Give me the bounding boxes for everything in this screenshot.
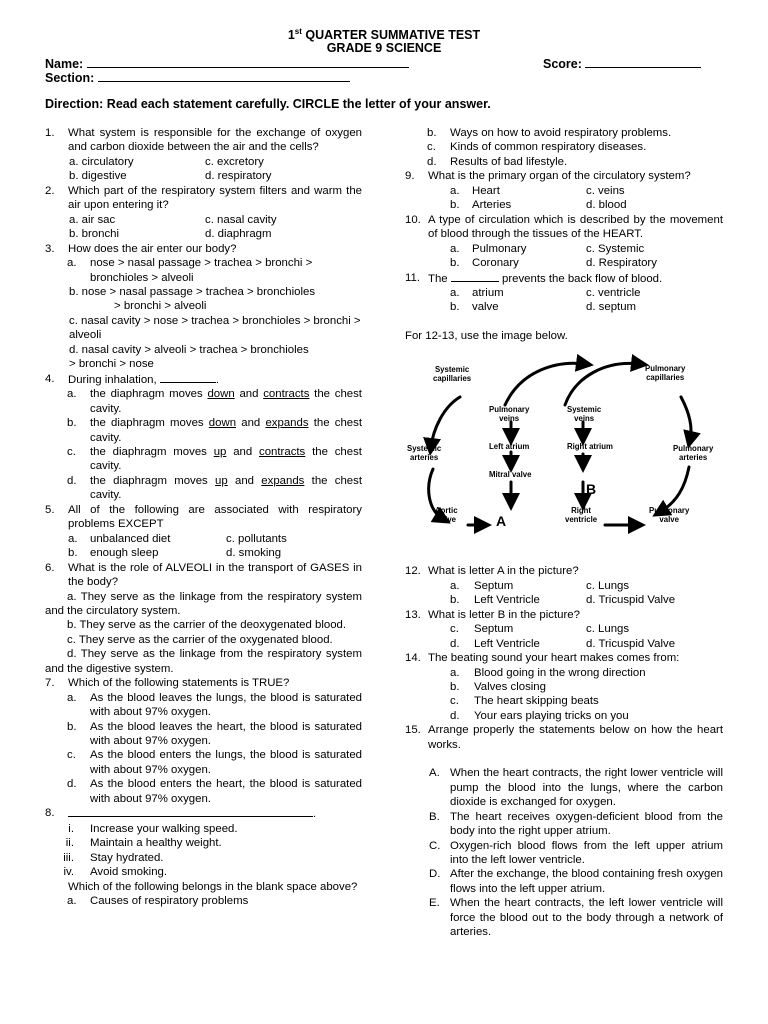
q9-options-row2: b. Arteries d. blood bbox=[450, 199, 627, 212]
q14-option-c[interactable]: c. The heart skipping beats bbox=[450, 695, 599, 708]
circulation-diagram bbox=[405, 352, 723, 552]
q8-option-c[interactable]: c. Kinds of common respiratory diseases. bbox=[427, 141, 647, 154]
left-column bbox=[45, 126, 362, 908]
label-b: B bbox=[586, 481, 597, 498]
q1-options-row1: a. circulatory c. excretory bbox=[69, 155, 264, 168]
q11-blank bbox=[451, 271, 499, 282]
q7-option-d[interactable]: d. As the blood enters the heart, the blood is saturated with about 97% oxygen. bbox=[67, 778, 362, 805]
question-11: 11. The prevents the back flow of blood. bbox=[405, 271, 663, 285]
q8-item-2: ii. Maintain a healthy weight. bbox=[65, 837, 222, 850]
question-12: 12. What is letter A in the picture? bbox=[405, 565, 579, 578]
q4-option-a[interactable]: a. the diaphragm moves down and contracts the chest cavity. bbox=[67, 388, 362, 415]
label-right-ventricle: Right ventricle bbox=[565, 506, 598, 525]
q14-option-d[interactable]: d. Your ears playing tricks on you bbox=[450, 709, 629, 722]
q9-options-row1: a. Heart c. veins bbox=[450, 184, 625, 197]
q4-blank bbox=[160, 372, 216, 383]
label-systemic-capillaries: Systemic capillaries bbox=[433, 365, 472, 384]
q1-options-row2: b. digestive d. respiratory bbox=[69, 170, 272, 183]
q15-item-d: D. After the exchange, the blood containing fresh oxygen flows into the left upper atrium. bbox=[429, 868, 723, 895]
test-subtitle: GRADE 9 SCIENCE bbox=[326, 41, 442, 55]
q10-options-row2: b. Coronary d. Respiratory bbox=[450, 257, 657, 270]
q8-option-d[interactable]: d. Results of bad lifestyle. bbox=[427, 155, 568, 168]
label-aortic-valve: Aortic valve bbox=[435, 506, 458, 525]
label-left-atrium: Left atrium bbox=[489, 442, 530, 452]
question-5: 5. All of the following are associated with respiratory problems EXCEPT bbox=[45, 503, 362, 531]
question-8: 8. . bbox=[45, 807, 317, 821]
q14-option-a[interactable]: a. Blood going in the wrong direction bbox=[450, 666, 646, 679]
question-2: 2. Which part of the respiratory system filters and warm the air upon entering it? bbox=[45, 184, 362, 212]
section-field: Section: bbox=[45, 70, 350, 85]
question-1: 1. What system is responsible for the exchange of oxygen and carbon dioxide between the air and the cells? bbox=[45, 127, 362, 154]
label-pulmonary-arteries: Pulmonary arteries bbox=[673, 444, 714, 463]
q4-option-c[interactable]: c. the diaphragm moves up and contracts the chest cavity. bbox=[67, 445, 362, 473]
q2-options-row2: b. bronchi d. diaphragm bbox=[69, 228, 272, 241]
q3-option-c[interactable]: c. nasal cavity > nose > trachea > bronchioles > bronchi > alveoli bbox=[69, 314, 361, 342]
q8-option-b[interactable]: b. Ways on how to avoid respiratory problems. bbox=[427, 127, 672, 139]
label-pulmonary-capillaries: Pulmonary capillaries bbox=[645, 364, 686, 383]
label-systemic-veins: Systemic veins bbox=[567, 405, 602, 424]
q14-option-b[interactable]: b. Valves closing bbox=[450, 680, 546, 693]
question-13: 13. What is letter B in the picture? bbox=[405, 608, 580, 621]
label-a: A bbox=[496, 513, 507, 530]
q15-item-c: C. Oxygen-rich blood flows from the left upper atrium into the left lower ventricle. bbox=[429, 839, 723, 866]
q3-option-d[interactable]: d. nasal cavity > alveoli > trachea > bronchioles > bronchi > nose bbox=[69, 343, 309, 371]
directions: Direction: Read each statement carefully. CIRCLE the letter of your answer. bbox=[45, 97, 491, 111]
q8-blank bbox=[68, 806, 313, 817]
q13-options-row2: d. Left Ventricle d. Tricuspid Valve bbox=[450, 637, 676, 650]
label-systemic-arteries: Systemic arteries bbox=[407, 444, 442, 463]
q4-option-b[interactable]: b. the diaphragm moves down and expands the chest cavity. bbox=[67, 417, 362, 444]
label-pulmonary-veins: Pulmonary veins bbox=[489, 405, 530, 424]
q6-option-a[interactable]: a. They serve as the linkage from the respiratory system and the circulatory system. bbox=[45, 590, 362, 617]
question-6: 6. What is the role of ALVEOLI in the transport of GASES in the body? bbox=[45, 561, 362, 589]
q5-options-row1: a. unbalanced diet c. pollutants bbox=[68, 532, 287, 545]
question-15: 15. Arrange properly the statements below on how the heart works. bbox=[405, 724, 723, 751]
q12-options-row1: a. Septum c. Lungs bbox=[450, 579, 630, 592]
score-field: Score: bbox=[543, 56, 701, 71]
test-title: 1st QUARTER SUMMATIVE TEST bbox=[287, 27, 481, 43]
question-4: 4. During inhalation, . bbox=[45, 372, 219, 386]
q8-item-1: i. Increase your walking speed. bbox=[68, 822, 238, 835]
image-note: For 12-13, use the image below. bbox=[405, 329, 568, 342]
q8-option-a[interactable]: a. Causes of respiratory problems bbox=[67, 895, 249, 908]
q6-option-c[interactable]: c. They serve as the carrier of the oxygenated blood. bbox=[67, 633, 333, 646]
q11-options-row2: b. valve d. septum bbox=[450, 301, 637, 314]
q7-option-c[interactable]: c. As the blood enters the lungs, the blood is saturated with about 97% oxygen. bbox=[67, 749, 362, 776]
label-pulmonary-valve: Pulmonary valve bbox=[649, 506, 690, 525]
q10-options-row1: a. Pulmonary c. Systemic bbox=[450, 242, 645, 255]
q8-item-4: iv. Avoid smoking. bbox=[63, 866, 168, 879]
label-right-atrium: Right atrium bbox=[567, 442, 613, 452]
q8-question: Which of the following belongs in the blank space above? bbox=[68, 880, 358, 893]
q13-options-row1: c. Septum c. Lungs bbox=[450, 623, 630, 636]
q3-option-b[interactable]: b. nose > nasal passage > trachea > bronchioles > bronchi > alveoli bbox=[69, 285, 316, 313]
question-10: 10. A type of circulation which is described by the movement of blood through the tissues of the HEART. bbox=[405, 213, 723, 241]
q11-options-row1: a. atrium c. ventricle bbox=[450, 286, 641, 299]
q15-item-a: A. When the heart contracts, the right lower ventricle will pump the blood into the lungs, where the carbon dioxide is exchanged for oxygen. bbox=[429, 767, 723, 809]
q12-options-row2: b. Left Ventricle d. Tricuspid Valve bbox=[450, 594, 676, 607]
q4-option-d[interactable]: d. the diaphragm moves up and expands the chest cavity. bbox=[67, 474, 362, 502]
q8-item-3: iii. Stay hydrated. bbox=[63, 851, 164, 864]
question-9: 9. What is the primary organ of the circulatory system? bbox=[405, 170, 691, 183]
q15-item-b: B. The heart receives oxygen-deficient blood from the body into the right upper atrium. bbox=[429, 810, 723, 838]
q6-option-b[interactable]: b. They serve as the carrier of the deoxygenated blood. bbox=[67, 619, 347, 632]
question-14: 14. The beating sound your heart makes comes from: bbox=[405, 652, 680, 665]
q6-option-d[interactable]: d. They serve as the linkage from the respiratory system and the digestive system. bbox=[45, 648, 362, 675]
name-field: Name: bbox=[45, 56, 409, 71]
q3-option-a[interactable]: a. nose > nasal passage > trachea > bronchi > bronchioles > alveoli bbox=[67, 257, 313, 284]
question-7: 7. Which of the following statements is TRUE? bbox=[45, 677, 290, 690]
right-column bbox=[405, 126, 723, 940]
label-mitral-valve: Mitral valve bbox=[489, 470, 532, 480]
q7-option-a[interactable]: a. As the blood leaves the lungs, the blood is saturated with about 97% oxygen. bbox=[67, 691, 362, 719]
question-3: 3. How does the air enter our body? bbox=[45, 242, 237, 255]
q2-options-row1: a. air sac c. nasal cavity bbox=[69, 213, 277, 226]
q15-item-e: E. When the heart contracts, the left lower ventricle will force the blood out to the body through a network of arteries. bbox=[429, 897, 723, 939]
q5-options-row2: b. enough sleep d. smoking bbox=[68, 547, 282, 560]
q7-option-b[interactable]: b. As the blood leaves the heart, the blood is saturated with about 97% oxygen. bbox=[67, 720, 362, 748]
